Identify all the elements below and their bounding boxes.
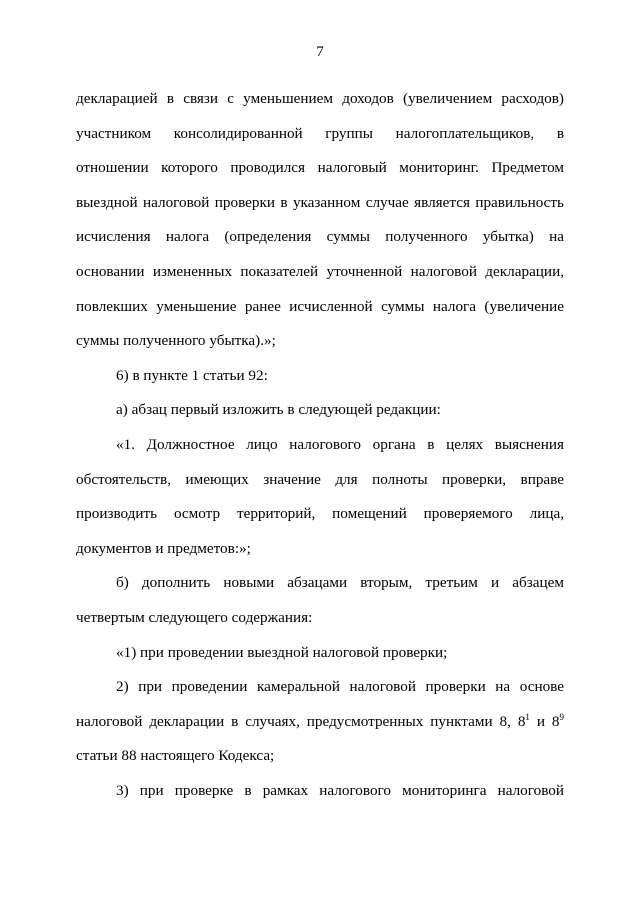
superscript-1: 1: [525, 711, 530, 722]
list-item-2-text-middle: и 8: [529, 712, 560, 730]
document-body: [76, 82, 564, 808]
list-item-2-text-start: 2) при проведении камеральной налоговой проверки на основе налоговой декларации в случаях, предусмотренных пунктами 8, 8: [76, 678, 564, 730]
paragraph-list-item-1: «1) при проведении выездной налоговой проверки;: [116, 643, 448, 661]
paragraph-quoted-clause-1: «1. Должностное лицо налогового органа в целях выяснения обстоятельств, имеющих значение для полноты проверки, вправе производить осмотр территорий, помещений проверяемого лица, документов и предметов:»;: [76, 435, 564, 557]
page-number: 7: [316, 44, 324, 60]
paragraph-list-item-3: 3) при проверке в рамках налогового мониторинга налоговой: [116, 781, 564, 799]
paragraph-subitem-a: а) абзац первый изложить в следующей редакции:: [116, 401, 441, 419]
superscript-9: 9: [559, 711, 564, 722]
list-item-2-text-end: статьи 88 настоящего Кодекса;: [76, 747, 275, 765]
paragraph-subitem-b: б) дополнить новыми абзацами вторым, третьим и абзацем четвертым следующего содержания:: [76, 574, 564, 626]
paragraph-continuation: декларацией в связи с уменьшением доходов (увеличением расходов) участником консолидированной группы налогоплательщиков, в отношении которого проводился налоговый мониторинг. Предметом выездной налоговой проверки в указанном случае является правильность исчисления налога (определения суммы полученного убытка) на основании измененных показателей уточненной налоговой декларации, повлекших уменьшение ранее исчисленной суммы налога (увеличение суммы полученного убытка).»;: [76, 90, 564, 350]
paragraph-item-6: 6) в пункте 1 статьи 92:: [116, 366, 268, 384]
paragraph-list-item-2: [76, 670, 564, 774]
